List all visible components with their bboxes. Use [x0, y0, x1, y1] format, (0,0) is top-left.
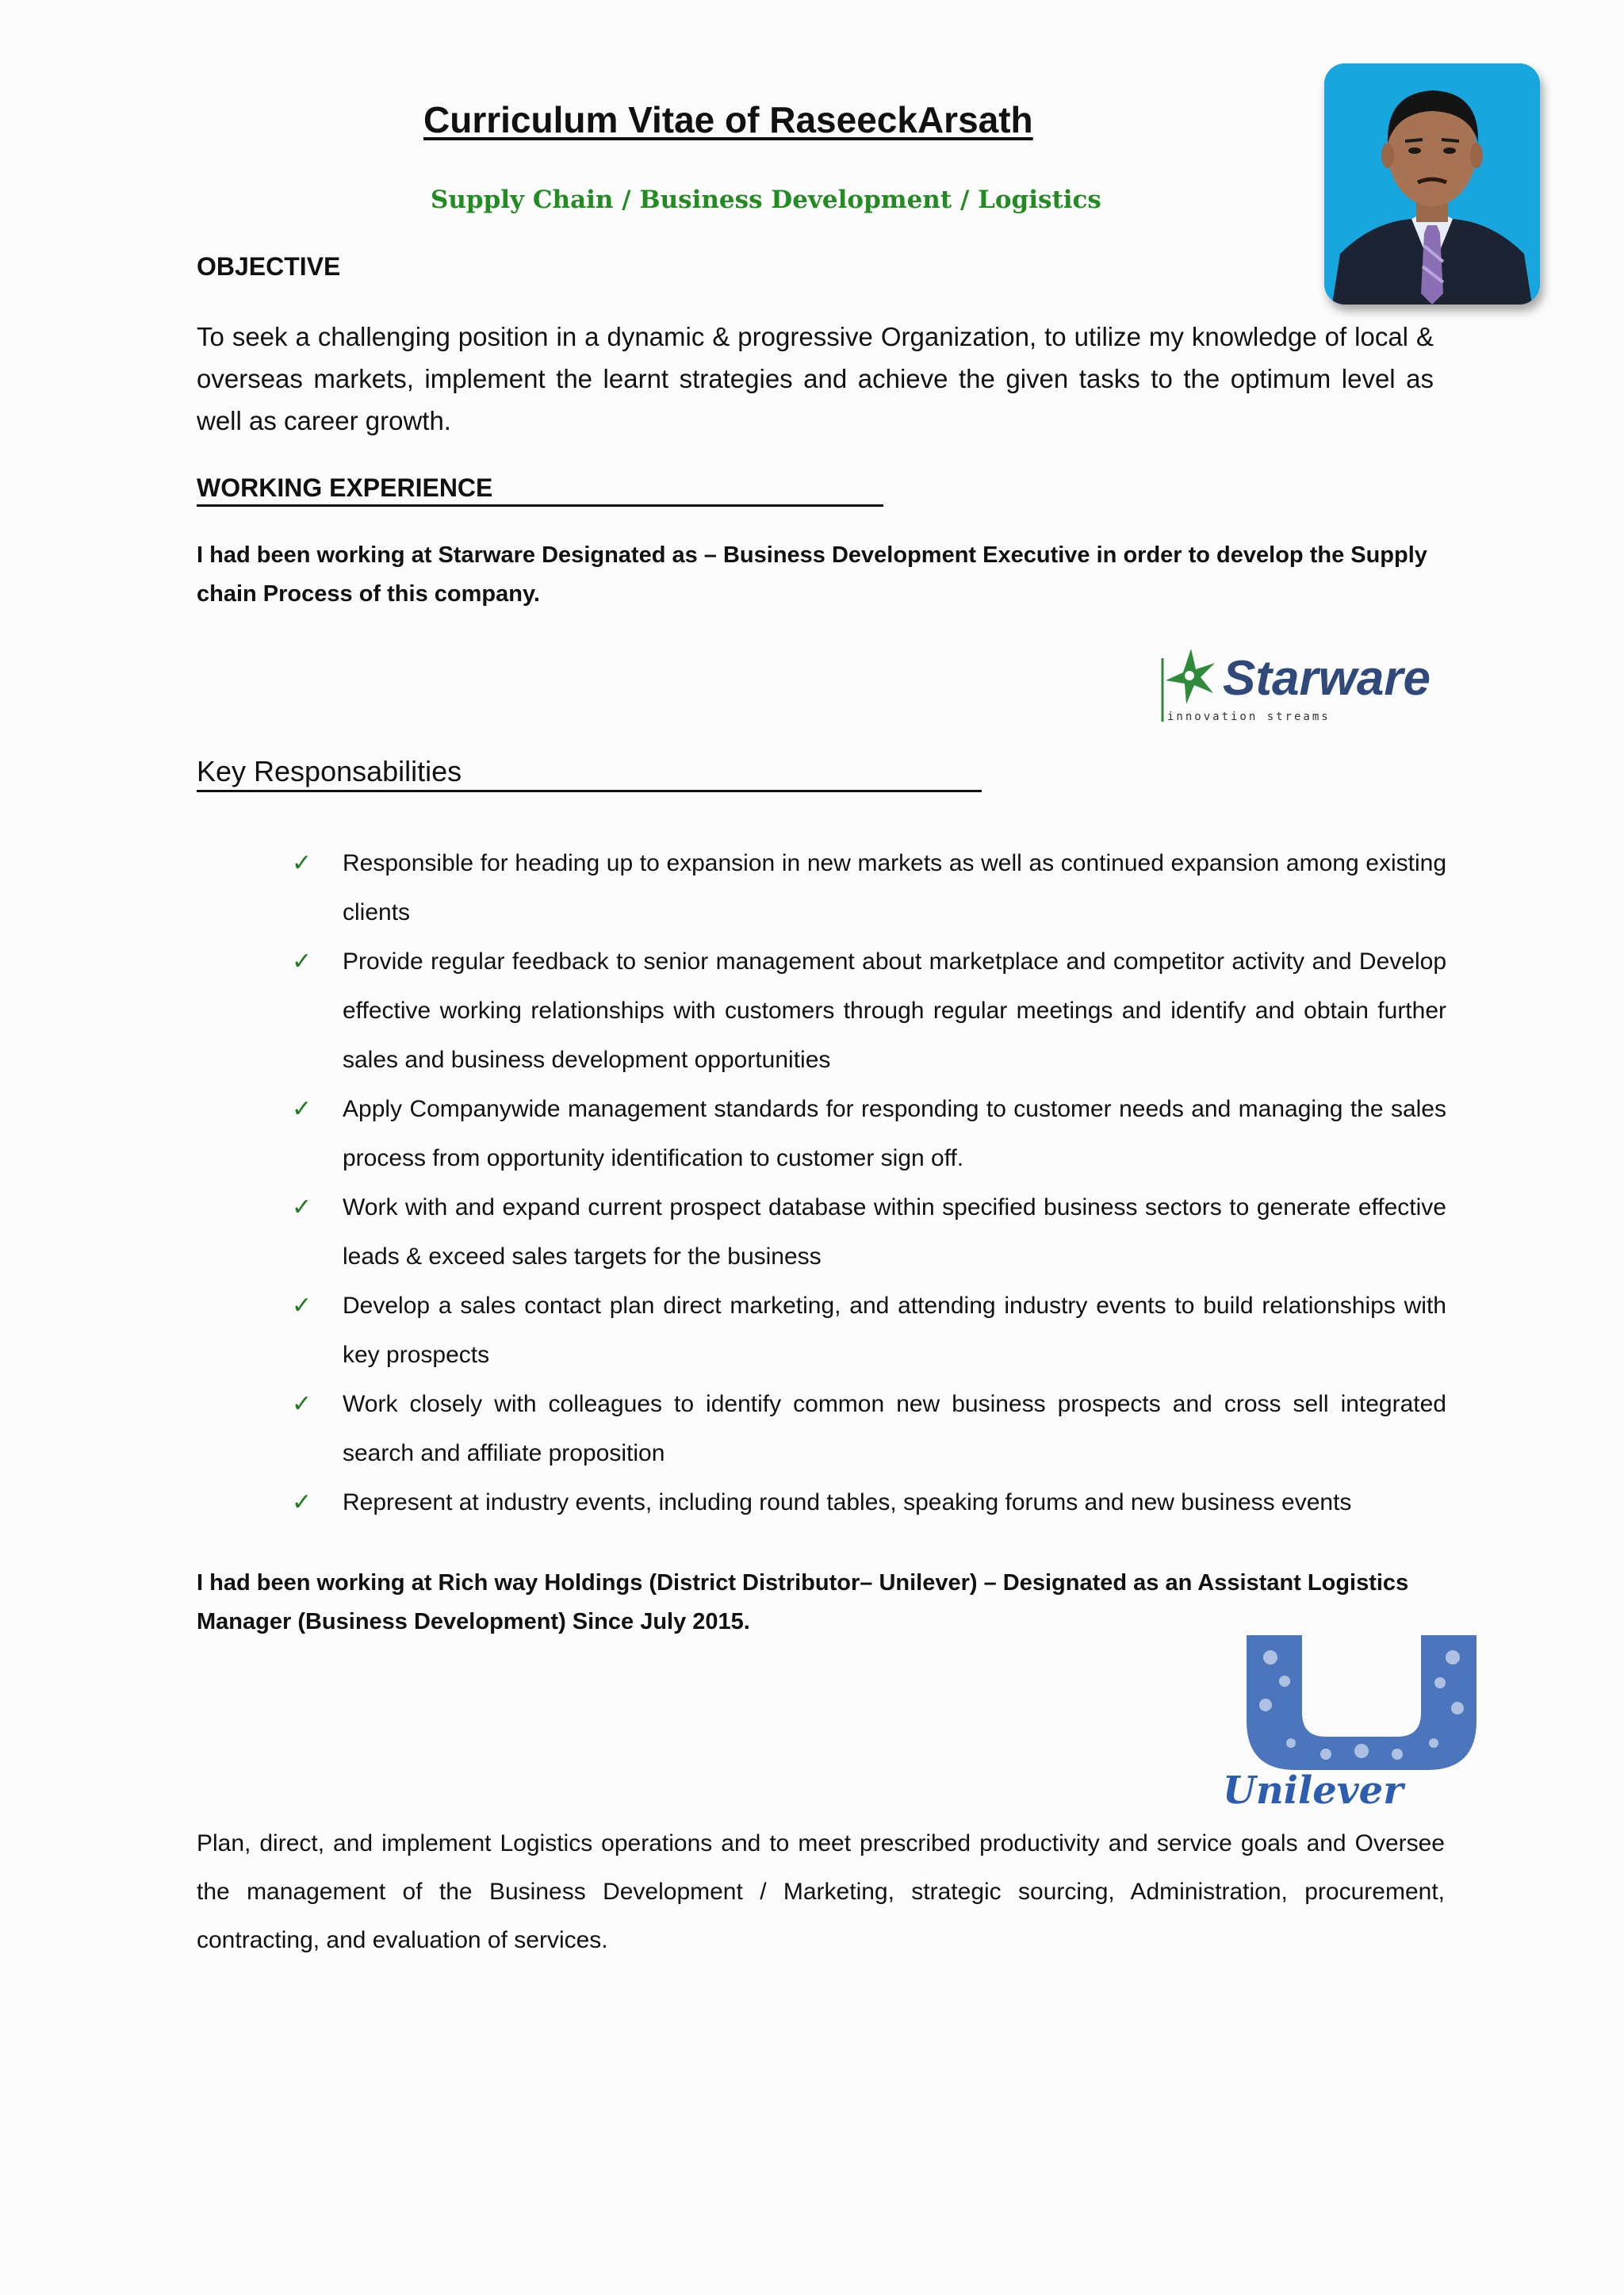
- checkmark-icon: ✓: [292, 1293, 312, 1319]
- starware-logo-wordmark: Starware: [1223, 651, 1431, 706]
- cv-title: Curriculum Vitae of RaseeckArsath: [423, 99, 1033, 140]
- unilever-logo-wordmark: Unilever: [1223, 1768, 1404, 1808]
- list-item: [292, 839, 1446, 937]
- job-unilever-description: I had been working at Rich way Holdings (District Distributor– Unilever) – Designated as an Assistant Logistics Manager (Business Development) Since July 2015.: [197, 1570, 1409, 1634]
- responsibility-text: Responsible for heading up to expansion in new markets as well as continued expansion among existing clients: [343, 850, 1446, 925]
- responsibility-text: Provide regular feedback to senior management about marketplace and competitor activity and Develop effective working relationships with customers through regular meetings and identify and obtain further sales and business development opportunities: [343, 948, 1446, 1073]
- list-item: [292, 1478, 1446, 1527]
- list-item: [292, 937, 1446, 1085]
- job-starware-description: I had been working at Starware Designated as – Business Development Executive in order to develop the Supply chain Process of this company.: [197, 542, 1427, 607]
- checkmark-icon: ✓: [292, 1096, 312, 1122]
- closing-paragraph: Plan, direct, and implement Logistics operations and to meet prescribed productivity and service goals and Oversee the management of the Business Development / Marketing, strategic sourcing, Administration, procurement, contracting, and evaluation of services.: [197, 1830, 1445, 1953]
- checkmark-icon: ✓: [292, 850, 312, 876]
- profile-photo: [1324, 63, 1540, 305]
- responsibility-text: Apply Companywide management standards for responding to customer needs and managing the sales process from opportunity identification to customer sign off.: [343, 1096, 1446, 1171]
- starware-logo: [1159, 634, 1451, 730]
- checkmark-icon: ✓: [292, 1489, 312, 1515]
- key-responsibilities-heading: Key Responsabilities: [197, 755, 982, 792]
- profile-photo-drawing: [1324, 63, 1540, 305]
- list-item: [292, 1282, 1446, 1380]
- objective-text: To seek a challenging position in a dynamic & progressive Organization, to utilize my knowledge of local & overseas markets, implement the learnt strategies and achieve the given tasks to the optimum level as well as career growth.: [197, 322, 1434, 435]
- list-item: [292, 1380, 1446, 1478]
- responsibilities-list: [292, 839, 1446, 1527]
- unilever-logo-drawing: [1215, 1626, 1516, 1808]
- responsibility-text: Represent at industry events, including round tables, speaking forums and new business events: [343, 1489, 1352, 1515]
- list-item: [292, 1183, 1446, 1282]
- unilever-logo: [1215, 1626, 1516, 1808]
- checkmark-icon: ✓: [292, 1194, 312, 1220]
- working-experience-heading: WORKING EXPERIENCE: [197, 473, 883, 507]
- checkmark-icon: ✓: [292, 948, 312, 975]
- responsibility-text: Work closely with colleagues to identify common new business prospects and cross sell integrated search and affiliate proposition: [343, 1391, 1446, 1466]
- responsibility-text: Work with and expand current prospect database within specified business sectors to generate effective leads & exceed sales targets for the business: [343, 1194, 1446, 1270]
- list-item: [292, 1085, 1446, 1183]
- checkmark-icon: ✓: [292, 1391, 312, 1417]
- starware-logo-tagline: innovation streams: [1167, 711, 1331, 723]
- starware-logo-drawing: [1159, 634, 1451, 730]
- cv-subtitle: Supply Chain / Business Development / Logistics: [431, 186, 1101, 214]
- responsibility-text: Develop a sales contact plan direct marketing, and attending industry events to build relationships with key prospects: [343, 1293, 1446, 1368]
- objective-heading: OBJECTIVE: [197, 252, 341, 281]
